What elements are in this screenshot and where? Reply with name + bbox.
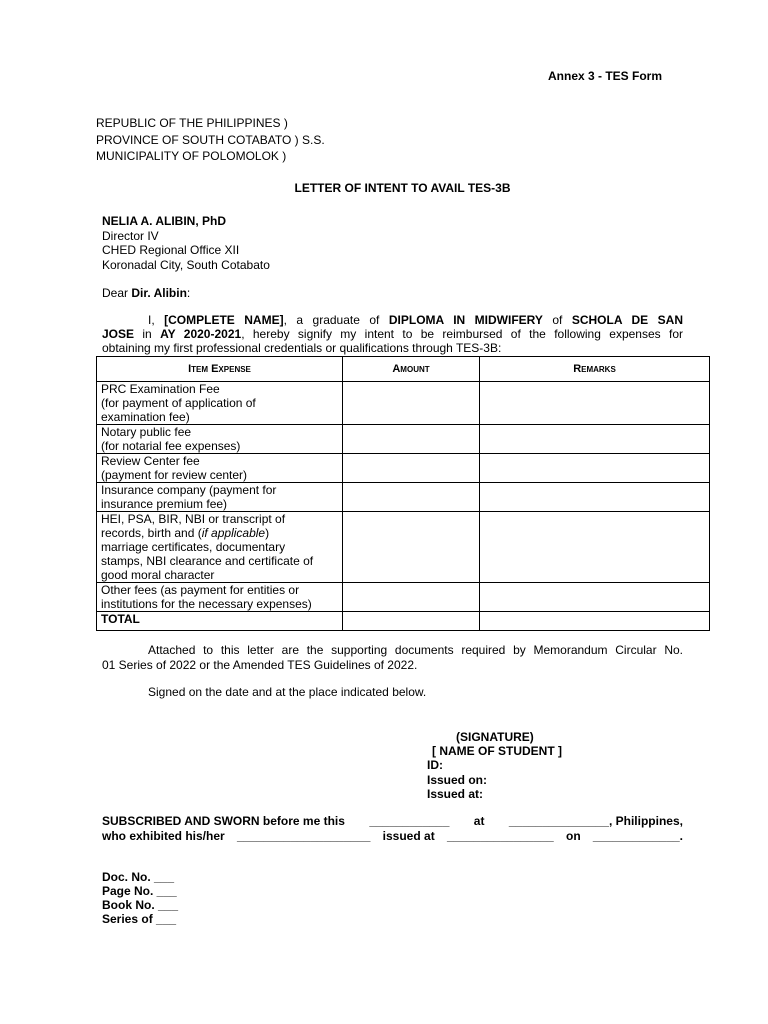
item-line <box>101 526 338 540</box>
signature-label: (SIGNATURE) <box>456 730 534 744</box>
addressee-line: Director IV <box>102 229 159 243</box>
place-blank: _______________, Philippines, <box>508 814 683 828</box>
item-line: good moral character <box>101 568 215 582</box>
item-line: (payment for review center) <box>101 468 248 482</box>
table-row <box>97 382 710 425</box>
total-label: TOTAL <box>97 612 343 631</box>
signature-block <box>426 730 626 802</box>
addressee-line: CHED Regional Office XII <box>102 243 240 257</box>
jurat-text: SUBSCRIBED AND SWORN before me this <box>102 814 345 828</box>
header-item-expense: Item Expense <box>97 357 343 382</box>
item-cell <box>97 425 343 454</box>
attached-line-2: 01 Series of 2022 or the Amended TES Guidelines of 2022. <box>102 658 418 672</box>
amount-cell <box>343 425 480 454</box>
item-line: institutions for the necessary expenses) <box>101 597 312 611</box>
venue-line: PROVINCE OF SOUTH COTABATO ) S.S. <box>96 133 325 147</box>
addressee-block <box>102 214 402 272</box>
item-line: (for notarial fee expenses) <box>101 439 241 453</box>
issued-on-label: Issued on: <box>427 773 488 787</box>
intro-line-1 <box>102 313 683 327</box>
complete-name: [COMPLETE NAME] <box>164 313 284 327</box>
table-row <box>97 583 710 612</box>
salutation-name: Dir. Alibin <box>131 286 187 300</box>
total-amount-cell <box>343 612 480 631</box>
table-total-row <box>97 612 710 631</box>
table-row <box>97 512 710 583</box>
item-cell <box>97 483 343 512</box>
issue-place-blank: ________________ <box>446 829 554 843</box>
salutation-suffix: : <box>186 286 191 300</box>
jurat-line-2 <box>102 829 683 844</box>
student-name-placeholder: [ NAME OF STUDENT ] <box>432 744 562 758</box>
doc-no: Doc. No. ___ <box>102 870 175 884</box>
item-line: marriage certificates, documentary <box>101 540 286 554</box>
intro-text: , hereby signify my intent to be reimbursed of the following expenses for <box>241 327 683 341</box>
amount-cell <box>343 483 480 512</box>
item-line: Other fees (as payment for entities or <box>101 583 300 597</box>
program-name: DIPLOMA IN MIDWIFERY <box>388 313 543 327</box>
item-line: Review Center fee <box>101 454 200 468</box>
item-cell <box>97 382 343 425</box>
item-italic-text: if applicable <box>201 526 266 540</box>
header-amount: Amount <box>343 357 480 382</box>
intro-paragraph <box>102 313 683 355</box>
id-blank: ____________________ <box>236 829 371 843</box>
item-line: (for payment of application of <box>101 396 256 410</box>
item-line: examination fee) <box>101 410 190 424</box>
remarks-cell <box>480 512 710 583</box>
attached-paragraph <box>102 643 683 673</box>
intro-text: of <box>542 313 572 327</box>
intro-text: I, <box>148 313 165 327</box>
item-cell <box>97 512 343 583</box>
jurat-text: on <box>565 829 581 843</box>
jurat-text: at <box>473 814 485 828</box>
addressee-line: Koronadal City, South Cotabato <box>102 258 270 272</box>
letter-title: LETTER OF INTENT TO AVAIL TES-3B <box>294 181 511 195</box>
school-name: SCHOLA DE SAN <box>571 313 683 327</box>
table-row <box>97 425 710 454</box>
item-line: HEI, PSA, BIR, NBI or transcript of <box>101 512 286 526</box>
item-line: Notary public fee <box>101 425 192 439</box>
item-line: insurance premium fee) <box>101 497 228 511</box>
amount-cell <box>343 512 480 583</box>
venue-block <box>96 115 416 163</box>
book-no: Book No. ___ <box>102 898 179 912</box>
academic-year: AY 2020-2021 <box>160 327 242 341</box>
page-no: Page No. ___ <box>102 884 177 898</box>
intro-line-2 <box>102 327 683 341</box>
venue-line: REPUBLIC OF THE PHILIPPINES ) <box>96 116 288 130</box>
item-line: stamps, NBI clearance and certificate of <box>101 554 314 568</box>
remarks-cell <box>480 583 710 612</box>
item-cell <box>97 454 343 483</box>
school-name: JOSE <box>102 327 135 341</box>
item-line: PRC Examination Fee <box>101 382 220 396</box>
issued-at-label: Issued at: <box>427 787 484 801</box>
student-id-label: ID: <box>427 758 443 772</box>
jurat <box>102 814 683 844</box>
amount-cell <box>343 583 480 612</box>
series-of: Series of ___ <box>102 912 177 926</box>
remarks-cell <box>480 382 710 425</box>
attached-line-1: Attached to this letter are the supporting documents required by Memorandum Circular No. <box>148 643 683 657</box>
amount-cell <box>343 454 480 483</box>
table-header-row <box>97 357 710 382</box>
expense-table <box>96 356 710 631</box>
total-remarks-cell <box>480 612 710 631</box>
intro-text: , a graduate of <box>283 313 389 327</box>
venue-line: MUNICIPALITY OF POLOMOLOK ) <box>96 149 287 163</box>
salutation-prefix: Dear <box>102 286 132 300</box>
addressee-name: NELIA A. ALIBIN, PhD <box>102 214 226 228</box>
amount-cell <box>343 382 480 425</box>
salutation <box>102 286 190 300</box>
item-cell <box>97 583 343 612</box>
issue-date-blank: _____________. <box>592 829 683 843</box>
annex-label: Annex 3 - TES Form <box>548 69 663 83</box>
header-remarks: Remarks <box>480 357 710 382</box>
intro-text: in <box>134 327 161 341</box>
signed-statement: Signed on the date and at the place indicated below. <box>148 685 427 699</box>
intro-line-3: obtaining my first professional credentials or qualifications through TES-3B: <box>102 341 502 355</box>
table-row <box>97 483 710 512</box>
jurat-text: who exhibited his/her <box>102 829 225 843</box>
jurat-text: issued at <box>382 829 435 843</box>
remarks-cell <box>480 483 710 512</box>
item-text: records, birth and ( <box>101 526 202 540</box>
jurat-line-1 <box>102 814 683 829</box>
date-blank: ____________ <box>369 814 450 828</box>
remarks-cell <box>480 454 710 483</box>
item-text: ) <box>265 526 270 540</box>
notarial-block <box>102 870 252 930</box>
table-row <box>97 454 710 483</box>
remarks-cell <box>480 425 710 454</box>
item-line: Insurance company (payment for <box>101 483 277 497</box>
